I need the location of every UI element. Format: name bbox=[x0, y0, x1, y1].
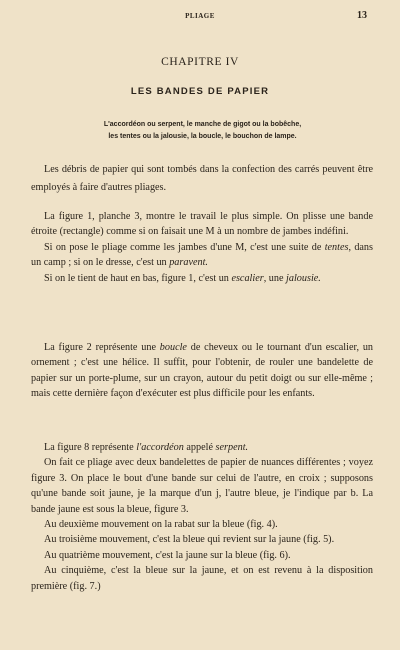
chapter-heading: CHAPITRE IV bbox=[161, 56, 239, 68]
section-figure-1 bbox=[31, 209, 373, 286]
summary-line-1: L'accordéon ou serpent, le manche de gigot ou la bobêche, bbox=[103, 121, 302, 128]
text-span: Si on le tient de haut en bas, figure 1, c'est un bbox=[44, 272, 232, 284]
summary-line-2: les tentes ou la jalousie, la boucle, le bouchon de lampe. bbox=[108, 133, 297, 140]
paragraph bbox=[31, 440, 373, 455]
italic-term: tentes bbox=[324, 241, 349, 253]
intro-paragraph: Les débris de papier qui sont tombés dans la confection des carrés peuvent être employés à faire d'autres pliages. bbox=[31, 164, 373, 193]
section-summary bbox=[30, 119, 375, 143]
paragraph bbox=[31, 240, 373, 271]
italic-term: jalousie. bbox=[286, 272, 321, 284]
text-span: La figure 2 représente une bbox=[44, 342, 160, 353]
italic-term: escalier bbox=[231, 272, 264, 284]
section-title: LES BANDES DE PAPIER bbox=[130, 86, 270, 97]
paragraph bbox=[31, 271, 373, 286]
paragraph: Au troisième mouvement, c'est la bleue qui revient sur la jaune (fig. 5). bbox=[44, 534, 335, 546]
paragraph: Au cinquième, c'est la bleue sur la jaune, et on est revenu à la disposition première (fig. 7.) bbox=[31, 565, 373, 592]
paragraph: On fait ce pliage avec deux bandelettes de papier de nuances différentes ; voyez figure 3. On place le bout d'une bande sur celui de l'autre, en croix ; supposons qu'une bande soit jaune, je la marque d'un j, l'autre bleue, je l'indique par b. La bande jaune est sous la bleue, figure 3. bbox=[31, 457, 373, 515]
text-span: , une bbox=[263, 272, 287, 284]
page-number: 13 bbox=[357, 10, 367, 21]
text-span: appelé bbox=[183, 442, 216, 453]
paragraph: Au quatrième mouvement, c'est la jaune sur la bleue (fig. 6). bbox=[44, 549, 291, 561]
text-span: La figure 8 représente bbox=[44, 442, 137, 453]
text-span: , dans un camp ; si on le dresse, c'est un bbox=[31, 241, 373, 269]
running-title: PLIAGE bbox=[185, 12, 215, 20]
text-span: Si on pose le pliage comme les jambes d'une M, c'est une suite de bbox=[44, 241, 325, 253]
paragraph: Au deuxième mouvement on la rabat sur la bleue (fig. 4). bbox=[44, 519, 278, 531]
section-figure-2 bbox=[31, 340, 373, 402]
italic-term: boucle bbox=[159, 342, 187, 353]
paragraph bbox=[31, 340, 373, 402]
italic-term: l'accordéon bbox=[136, 442, 184, 453]
italic-term: paravent. bbox=[169, 257, 208, 269]
text-span: de cheveux ou le tournant d'un escalier, un ornement ; c'est une hélice. Il suffit, pour l'obtenir, de rouler une bandelette de papier sur un porte-plume, sur un crayon, autour du petit doigt ou sur elle-même ; mais cette dernière façon d'exécuter est plus difficile pour les enfants. bbox=[31, 342, 374, 400]
italic-term: serpent. bbox=[215, 442, 249, 453]
paragraph: La figure 1, planche 3, montre le travail le plus simple. On plisse une bande étroite (rectangle) comme si on faisait une M à un nombre de jambes indéfini. bbox=[31, 211, 373, 238]
intro-block bbox=[31, 161, 373, 196]
section-figure-8 bbox=[31, 440, 373, 594]
